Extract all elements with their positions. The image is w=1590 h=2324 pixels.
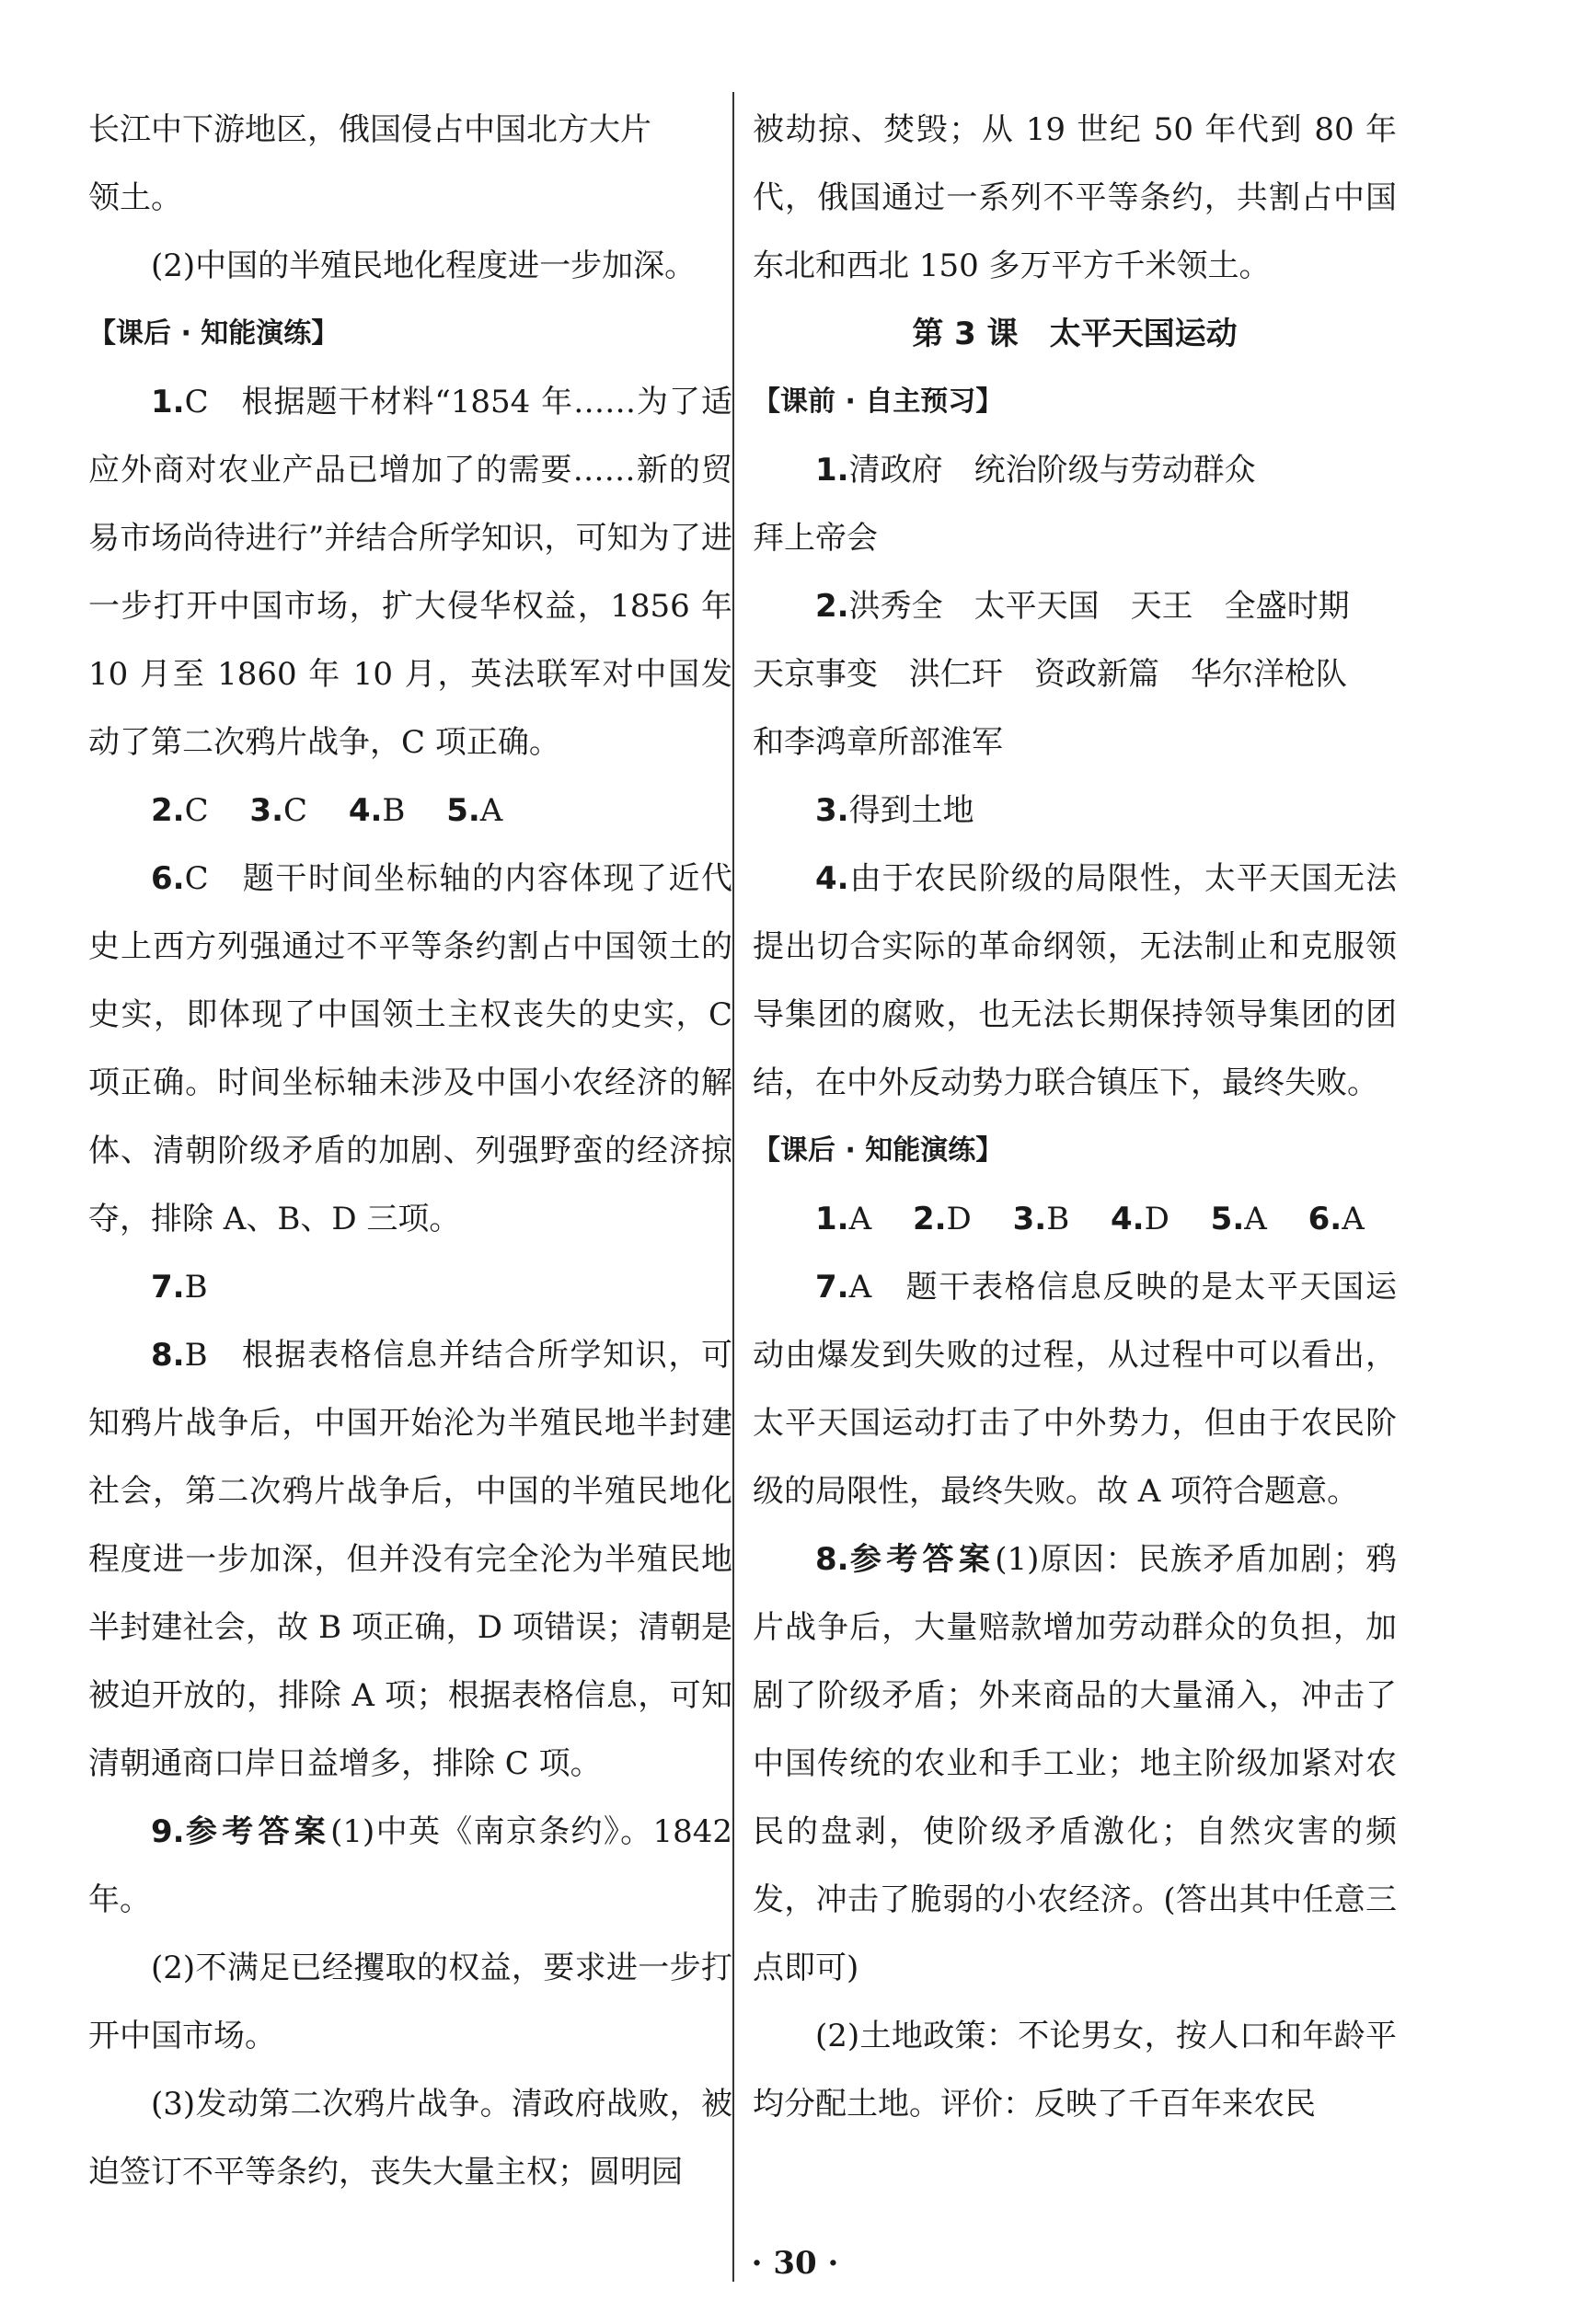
preview-1 (753, 436, 1397, 504)
text-line: 领土。 (88, 179, 182, 216)
answer-number: 3. (1012, 1201, 1047, 1237)
answer-number: 1. (815, 1201, 849, 1237)
answer-choice: A (1342, 1201, 1365, 1237)
answer-choice: C (184, 792, 209, 829)
section-heading-after-class: 【课后 · 知能演练】 (753, 1134, 1004, 1167)
answer-text: C 题干时间坐标轴的内容体现了近代史上西方列强通过不平等条约割占中国领土的史实，即体现了中国领土主权丧失的史实，C 项正确。时间坐标轴未涉及中国小农经济的解体、清朝阶级矛盾的加剧、列强野蛮的经济掠夺，排除 A、B、D 三项。 (88, 860, 732, 1237)
right-column (753, 96, 1397, 2138)
answer-number: 1. (815, 452, 849, 489)
answer-number: 4. (1111, 1201, 1145, 1237)
answer-text: B 根据表格信息并结合所学知识，可知鸦片战争后，中国开始沦为半殖民地半封建社会，第二次鸦片战争后，中国的半殖民地化程度进一步加深，但并没有完全沦为半殖民地半封建社会，故 B 项正确，D 项错误；清朝是被迫开放的，排除 A 项；根据表格信息，可知清朝通商口岸日益增多，排除 C 项。 (88, 1337, 732, 1782)
answer-9-part-3: (3)发动第二次鸦片战争。清政府战败，被迫签订不平等条约，丧失大量主权；圆明园 (88, 2086, 732, 2191)
answer-number: 7. (151, 1269, 185, 1306)
answer-number: 9. (151, 1813, 185, 1850)
answer-number: 4. (348, 792, 383, 829)
reference-answer-label: 参考答案 (848, 1541, 996, 1578)
section-heading-after-class: 【课后 · 知能演练】 (88, 317, 340, 350)
column-divider (732, 92, 734, 2282)
answer-number: 6. (1308, 1201, 1342, 1237)
answer-9-part-2: (2)不满足已经攫取的权益，要求进一步打开中国市场。 (88, 1950, 732, 2054)
answer-7 (753, 1253, 1397, 1525)
answer-choice: A (1244, 1201, 1267, 1237)
answer-text: C 根据题干材料“1854 年……为了适应外商对农业产品已增加了的需要……新的贸易市场尚待进行”并结合所学知识，可知为了进一步打开中国市场，扩大侵华权益，1856 年 10 月至 1860 年 10 月，英法联军对中国发动了第二次鸦片战争，C 项正确。 (88, 384, 732, 761)
answer-text: (1)原因：民族矛盾加剧；鸦片战争后，大量赔款增加劳动群众的负担，加剧了阶级矛盾；外来商品的大量涌入，冲击了中国传统的农业和手工业；地主阶级加紧对农民的盘剥，使阶级矛盾激化；自然灾害的频发，冲击了脆弱的小农经济。(答出其中任意三点即可) (753, 1541, 1397, 1986)
answer-number: 8. (151, 1337, 185, 1374)
preview-2-cont: 天京事变 洪仁玕 资政新篇 华尔洋枪队 (753, 656, 1347, 693)
lesson-title: 第 3 课 太平天国运动 (912, 316, 1238, 352)
answer-choice: A (479, 792, 503, 829)
answer-number: 4. (815, 860, 849, 897)
answer-8-part-2: (2)土地政策：不论男女，按人口和年龄平均分配土地。评价：反映了千百年来农民 (753, 2018, 1397, 2123)
answer-number: 5. (1210, 1201, 1245, 1237)
answer-number: 6. (151, 860, 185, 897)
answers-2-5 (88, 777, 732, 845)
answer-number: 7. (815, 1269, 849, 1306)
answer-text: B (184, 1269, 208, 1306)
answer-text: 洪秀全 太平天国 天王 全盛时期 (848, 588, 1350, 625)
answer-8 (88, 1321, 732, 1798)
answer-text: 得到土地 (848, 792, 974, 829)
page-number: · 30 · (751, 2245, 839, 2282)
answer-number: 2. (815, 588, 849, 625)
answer-number: 2. (151, 792, 185, 829)
answer-number: 8. (815, 1541, 849, 1578)
answer-choice: A (848, 1201, 872, 1237)
answer-6 (88, 845, 732, 1253)
preview-4 (753, 845, 1397, 1117)
answer-text: 清政府 统治阶级与劳动群众 (848, 452, 1256, 489)
answer-choice: D (1144, 1201, 1169, 1237)
answer-number: 5. (446, 792, 480, 829)
text-line: 长江中下游地区，俄国侵占中国北方大片 (88, 111, 651, 148)
answer-number: 1. (151, 384, 185, 420)
text-line: 被劫掠、焚毁；从 19 世纪 50 年代到 80 年代，俄国通过一系列不平等条约，共割占中国东北和西北 150 多万平方千米领土。 (753, 111, 1397, 284)
answer-number: 2. (912, 1201, 947, 1237)
answer-text: 由于农民阶级的局限性，太平天国无法提出切合实际的革命纲领，无法制止和克服领导集团的腐败，也无法长期保持领导集团的团结，在中外反动势力联合镇压下，最终失败。 (753, 860, 1397, 1101)
preview-1-cont: 拜上帝会 (753, 520, 878, 557)
answer-7 (88, 1253, 732, 1321)
answer-number: 3. (249, 792, 283, 829)
section-heading-before-class: 【课前 · 自主预习】 (753, 385, 1004, 418)
answer-choice: B (1046, 1201, 1070, 1237)
answer-9 (88, 1798, 732, 1934)
preview-3 (753, 777, 1397, 845)
answer-choice: B (382, 792, 406, 829)
answer-1 (88, 368, 732, 777)
preview-2-cont: 和李鸿章所部淮军 (753, 724, 1003, 761)
answer-number: 3. (815, 792, 849, 829)
reference-answer-label: 参考答案 (184, 1813, 331, 1850)
answer-text: A 题干表格信息反映的是太平天国运动由爆发到失败的过程，从过程中可以看出，太平天国运动打击了中外势力，但由于农民阶级的局限性，最终失败。故 A 项符合题意。 (753, 1269, 1397, 1510)
answers-1-6 (753, 1185, 1397, 1253)
left-column (88, 96, 732, 2206)
answer-text: (1)中英《南京条约》。1842 年。 (88, 1813, 732, 1918)
preview-2 (753, 572, 1397, 640)
answer-choice: D (946, 1201, 972, 1237)
answer-choice: C (282, 792, 307, 829)
text-line: (2)中国的半殖民地化程度进一步加深。 (151, 247, 697, 284)
answer-8 (753, 1525, 1397, 2002)
